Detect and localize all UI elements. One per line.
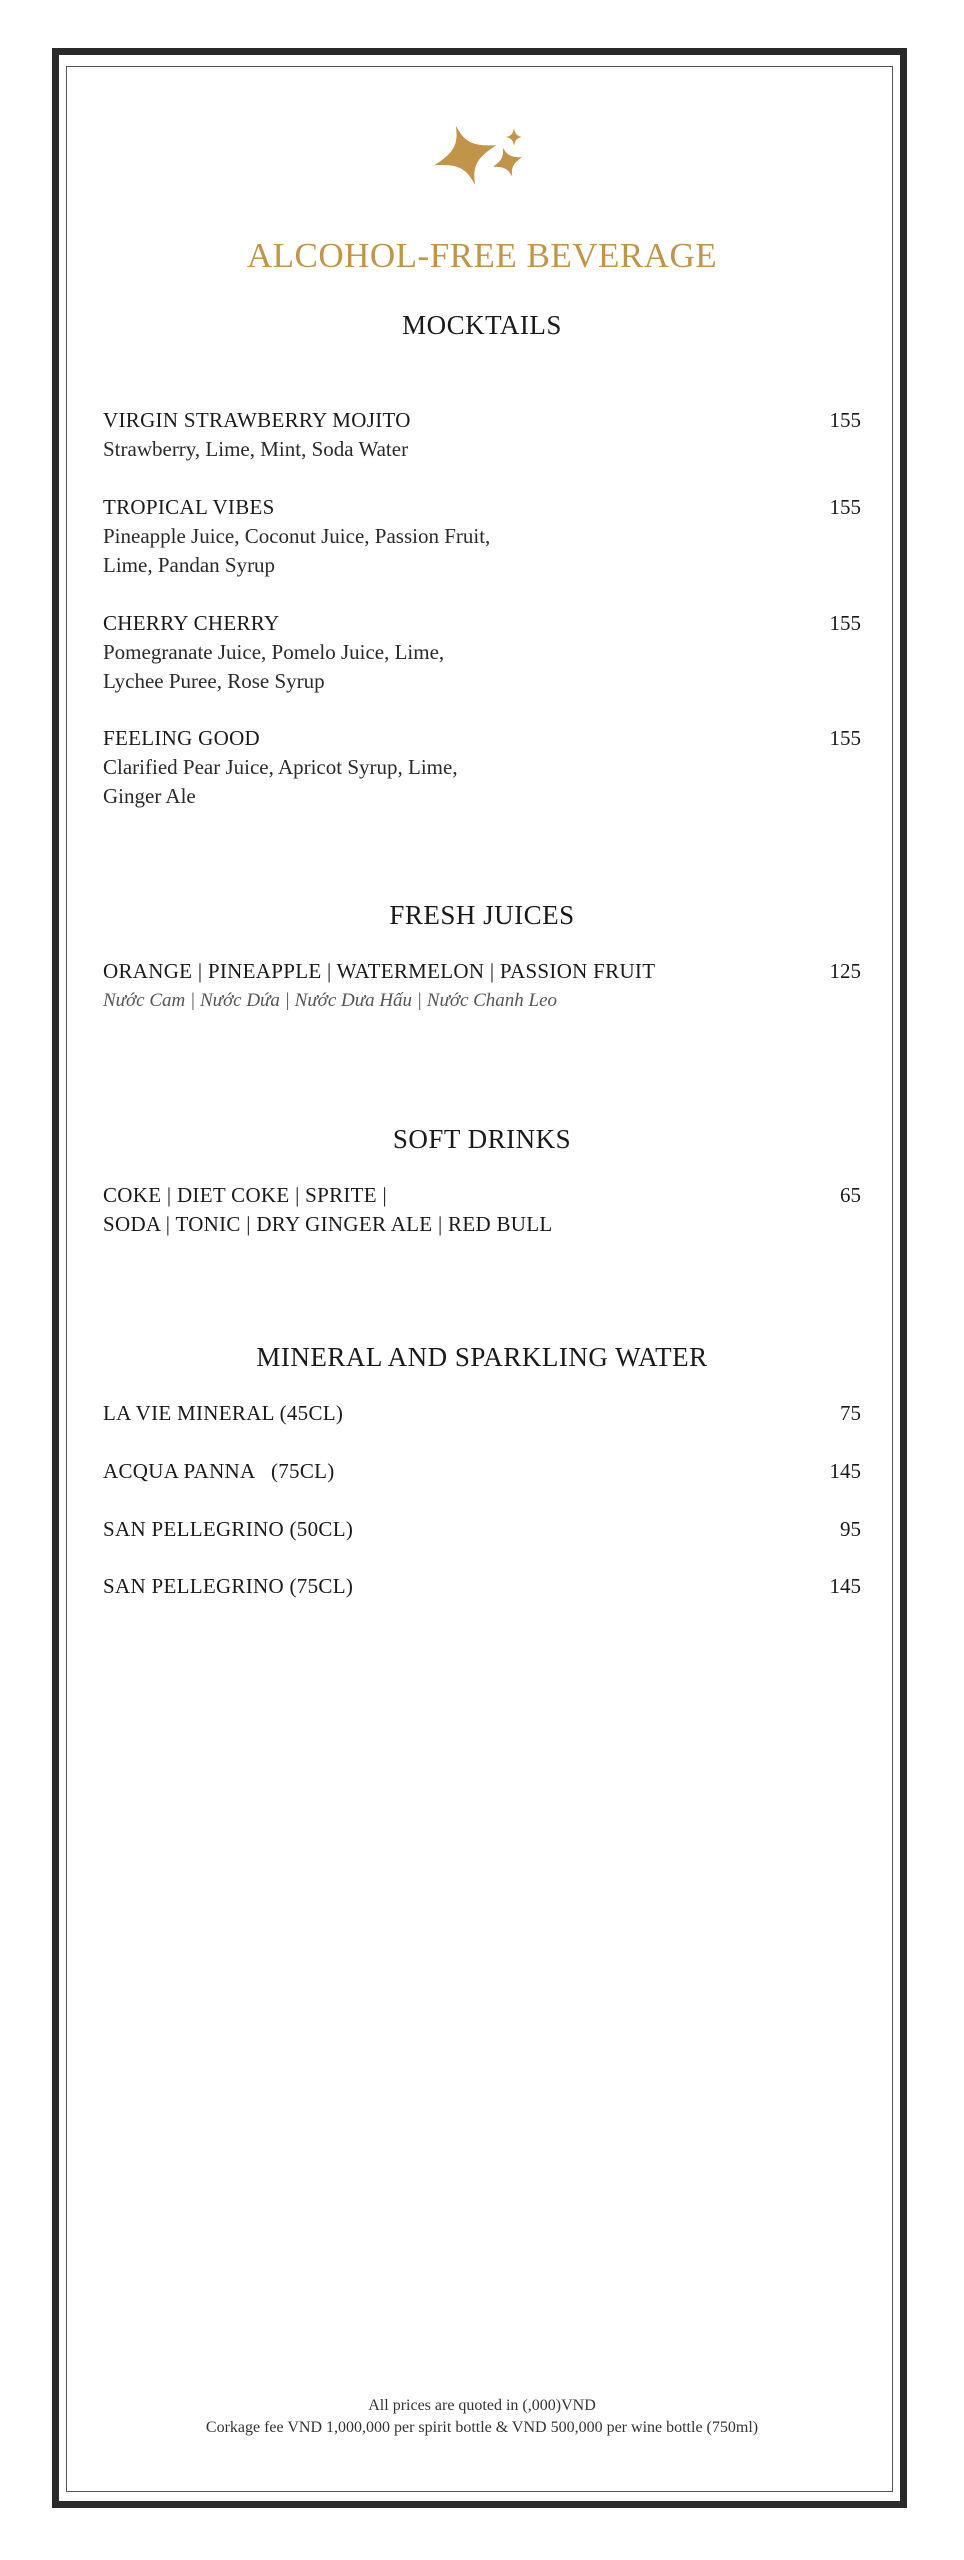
item-name: ACQUA PANNA (75CL): [103, 1459, 335, 1483]
menu-title: ALCOHOL-FREE BEVERAGE: [246, 236, 718, 275]
item-name: TROPICAL VIBES: [103, 495, 275, 519]
item-name: SAN PELLEGRINO (50CL): [103, 1517, 354, 1541]
item-description: Strawberry, Lime, Mint, Soda Water: [103, 437, 409, 461]
item-price: 155: [829, 611, 861, 635]
item-name: COKE | DIET COKE | SPRITE | SODA | TONIC | DRY GINGER ALE | RED BULL: [103, 1183, 553, 1236]
section-title-water: MINERAL AND SPARKLING WATER: [256, 1342, 708, 1372]
menu-item: [103, 1399, 861, 1428]
item-name: FEELING GOOD: [103, 726, 260, 750]
item-name: LA VIE MINERAL (45CL): [103, 1401, 344, 1425]
menu-item: [103, 1515, 861, 1544]
item-description: Pineapple Juice, Coconut Juice, Passion Fruit, Lime, Pandan Syrup: [103, 524, 491, 577]
item-name: SAN PELLEGRINO (75CL): [103, 1574, 354, 1598]
item-price: 125: [829, 959, 861, 983]
menu-item: [103, 957, 861, 1015]
item-price: 65: [840, 1183, 861, 1207]
item-description: Nước Cam | Nước Dứa | Nước Dưa Hấu | Nước Chanh Leo: [103, 990, 558, 1011]
section-title-mocktails: MOCKTAILS: [402, 310, 562, 340]
item-description: Pomegranate Juice, Pomelo Juice, Lime, Lychee Puree, Rose Syrup: [103, 640, 445, 693]
item-name: CHERRY CHERRY: [103, 611, 280, 635]
item-name: VIRGIN STRAWBERRY MOJITO: [103, 408, 411, 432]
item-price: 145: [829, 1459, 861, 1483]
menu-item: [103, 406, 861, 464]
menu-item: [103, 1572, 861, 1601]
menu-item: [103, 724, 861, 811]
menu-item: [103, 609, 861, 696]
menu-item: [103, 1181, 861, 1239]
sparkle-stars-icon: [430, 118, 534, 198]
footer-note: [0, 2395, 964, 2439]
item-name: ORANGE | PINEAPPLE | WATERMELON | PASSION FRUIT: [103, 959, 656, 983]
footer-corkage-note: Corkage fee VND 1,000,000 per spirit bottle & VND 500,000 per wine bottle (750ml): [205, 2419, 759, 2436]
menu-item: [103, 1457, 861, 1486]
footer-price-note: All prices are quoted in (,000)VND: [368, 2397, 596, 2414]
item-price: 155: [829, 408, 861, 432]
item-price: 95: [840, 1517, 861, 1541]
item-price: 75: [840, 1401, 861, 1425]
section-title-soft-drinks: SOFT DRINKS: [392, 1124, 572, 1154]
item-price: 155: [829, 726, 861, 750]
item-price: 145: [829, 1574, 861, 1598]
menu-item: [103, 493, 861, 580]
item-description: Clarified Pear Juice, Apricot Syrup, Lime, Ginger Ale: [103, 755, 458, 808]
section-title-fresh-juices: FRESH JUICES: [389, 900, 575, 930]
item-price: 155: [829, 495, 861, 519]
